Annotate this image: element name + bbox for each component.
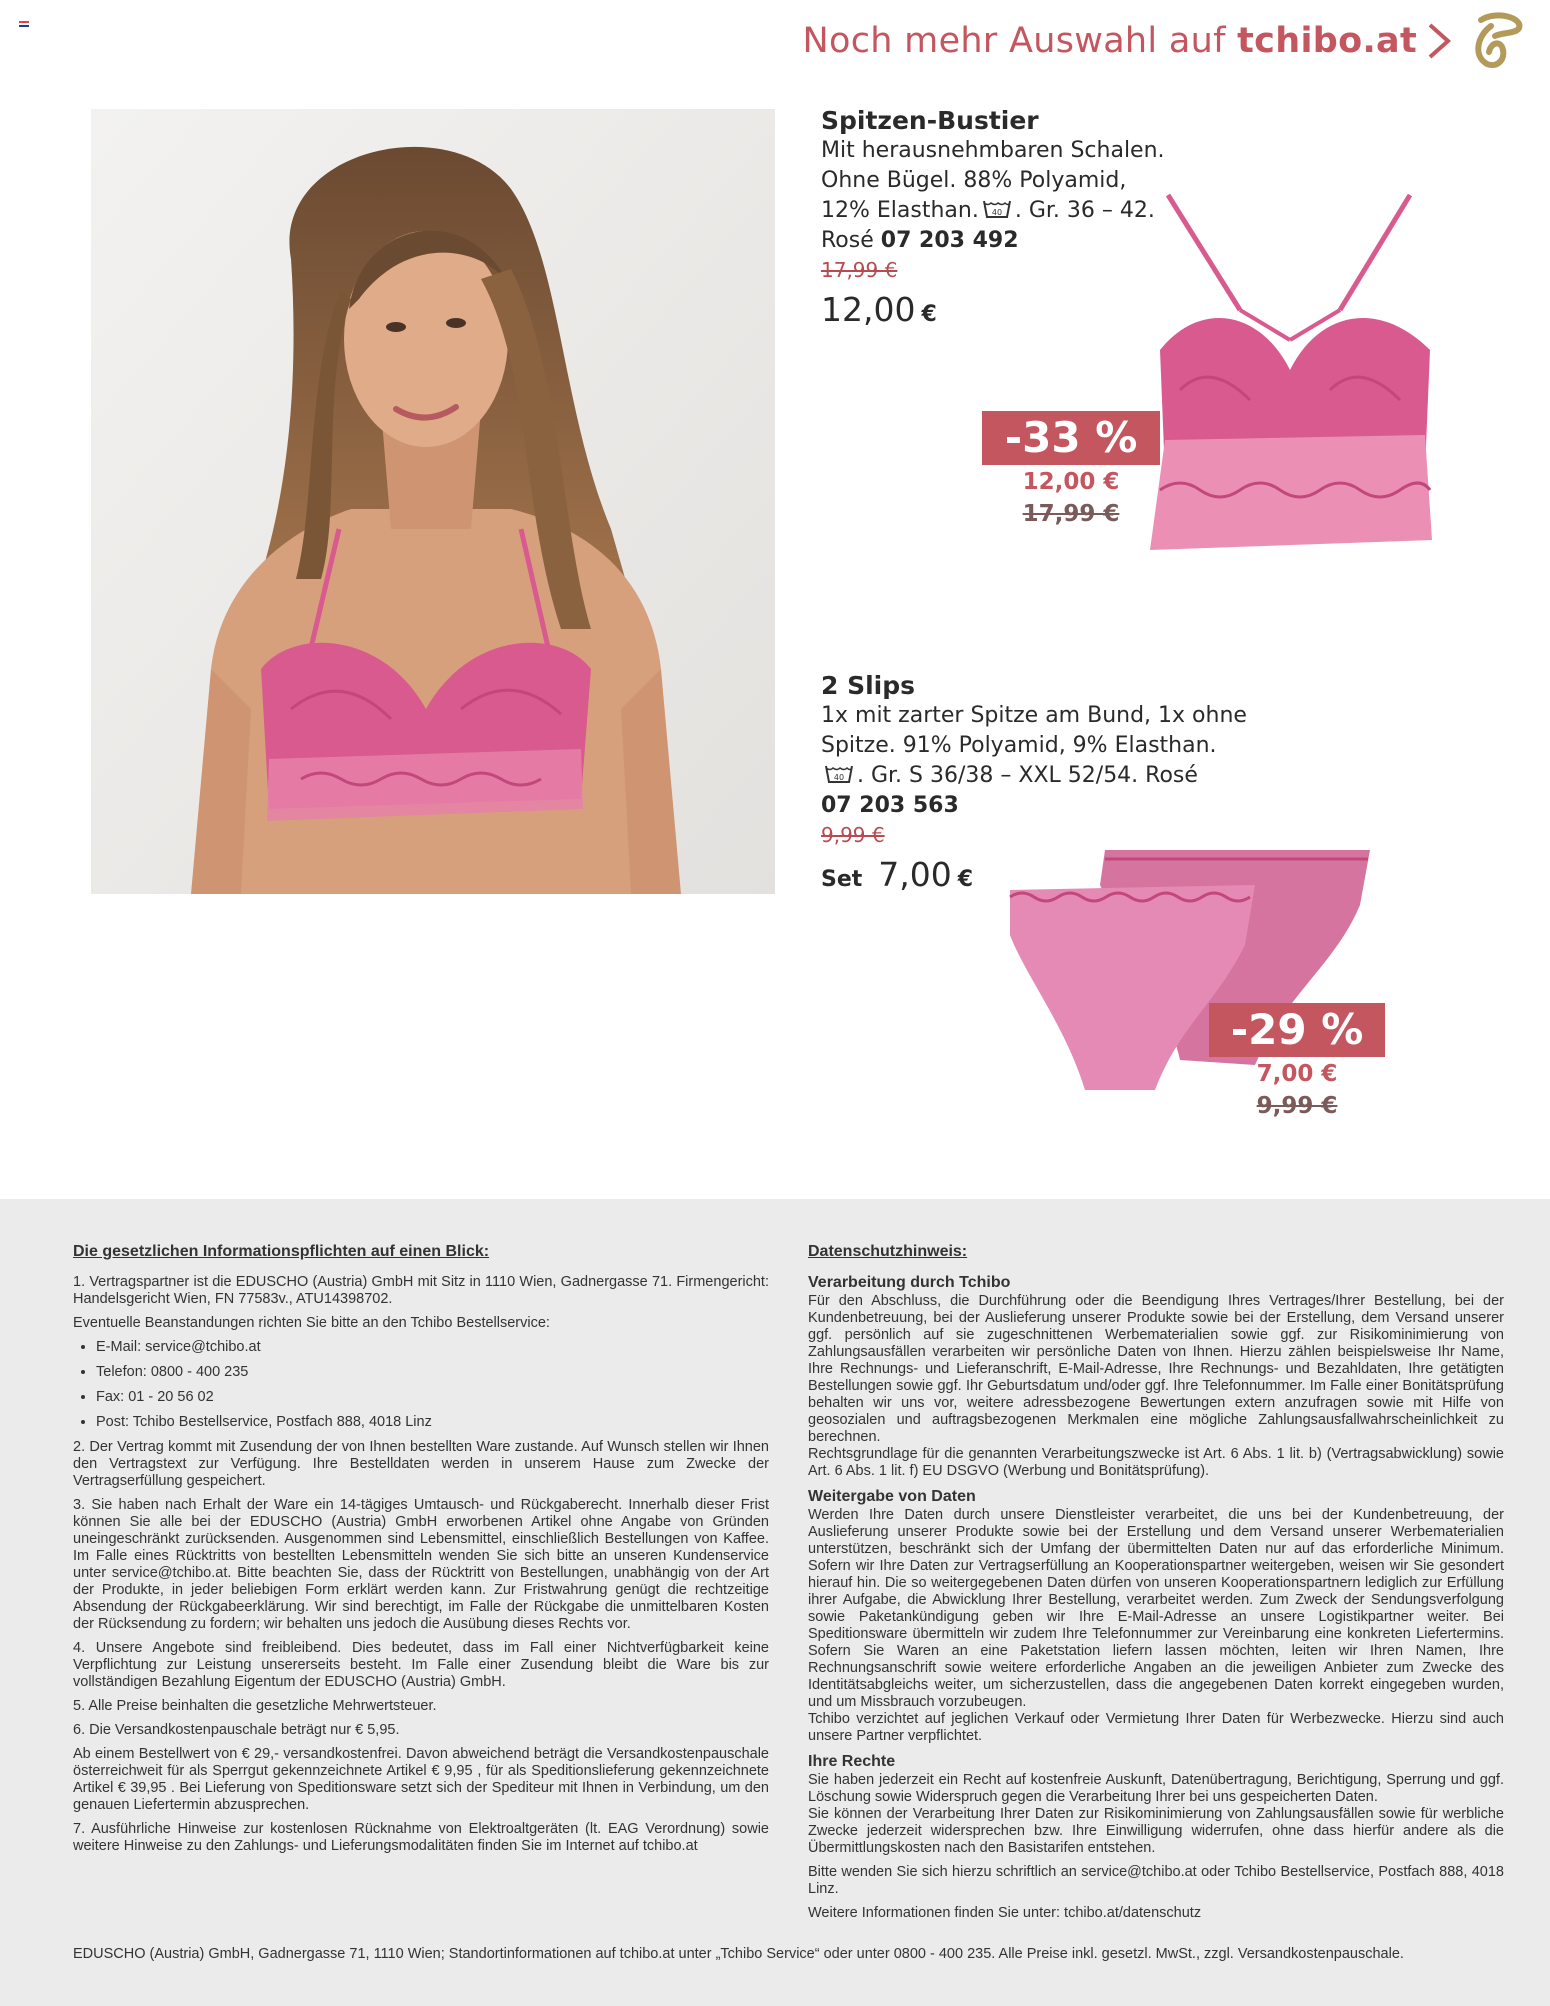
set-label: Set [821,867,863,892]
discount-badge [982,411,1160,529]
promo-text-prefix: Noch mehr Auswahl auf [802,21,1238,61]
legal-paragraph: 5. Alle Preise beinhalten die gesetzliche Mehrwertsteuer. [73,1698,437,1714]
legal-heading: Die gesetzlichen Informationspflichten auf einen Blick: [73,1243,490,1260]
price-value: 12,00 [821,290,916,329]
legal-paragraph: 2. Der Vertrag kommt mit Zusendung der von Ihnen bestellten Ware zustande. Auf Wunsch stellen wir Ihnen den Vertragstext zur Verfügung. Ihre Bestelldaten werden in unserem Hause zum Zwecke der Vertragserfüllung gespeichert. [73,1439,769,1489]
product-title: Spitzen-Bustier [821,106,1039,135]
badge-price: 12,00 € [1022,469,1120,495]
contact-post: • Post: Tchibo Bestellservice, Postfach 888, 4018 Linz [96,1414,769,1431]
chevron-right-icon[interactable] [1425,21,1453,61]
legal-paragraph: 7. Ausführliche Hinweise zur kostenlosen Rücknahme von Elektroaltgeräten (lt. EAG Verordnung) sowie weitere Hinweise zu den Zahlungs- und Lieferungsmodalitäten finden Sie im Internet auf tchibo.at [73,1821,769,1854]
legal-paragraph: 6. Die Versandkostenpauschale beträgt nur € 5,95. [73,1722,400,1738]
tchibo-bean-logo [1467,12,1525,70]
wash-40-icon [824,763,854,785]
legal-paragraph: 1. Vertragspartner ist die EDUSCHO (Austria) GmbH mit Sitz in 1110 Wien, Gadnergasse 71. Firmengericht: Handelsgericht Wien, FN 77583v., ATU14398702. [73,1274,769,1307]
badge-old-price: 17,99 € [1022,501,1120,527]
price-value: 7,00 [878,855,952,894]
privacy-paragraph: Für den Abschluss, die Durchführung oder die Beendigung Ihres Vertrages/Ihrer Bestellung, bei der Kundenbetreuung, bei der Auslieferung unserer Produkte sowie bei der Erstellung, dem Versand unserer ggf. persönlich auf sie zugeschnittenen Werbematerialien sowie ggf. zur Risikominimierung von Zahlungsausfällen verarbeiten wir persönliche Daten von Ihnen. Hierzu zählen beispielsweise Ihr Name, Ihre Rechnungs- und Lieferanschrift, E-Mail-Adresse, Ihre Rechnungs- und Bezahldaten, Ihre getätigten Bestellungen sowie ggf. Ihr Geburtsdatum und/oder ggf. Ihre Telefonnummer. Im Falle einer Bonitätsprüfung behalten wir uns vor, weitere adressbezogene Bewertungen extern anzufragen sowie mit Hilfe von geosozialen und auftragsbezogenen Merkmalen eine mögliche Zahlungsausfallwahrscheinlichkeit zu berechnen. [808,1293,1504,1445]
promo-text[interactable] [803,21,1417,61]
price-currency: € [921,302,937,327]
privacy-paragraph: Sie haben jederzeit ein Recht auf kostenfreie Auskunft, Datenübertragung, Berichtigung, Sperrung und ggf. Löschung sowie Widerspruch gegen die Verarbeitung Ihrer bei uns gespeicherten Daten. [808,1772,1504,1805]
discount-badge [1209,1003,1385,1121]
svg-text:40: 40 [833,773,845,782]
product-desc-line: 1x mit zarter Spitze am Bund, 1x ohne [821,703,1247,728]
product-desc-line [821,761,1261,791]
privacy-column [808,1243,1504,1929]
legal-paragraph: 3. Sie haben nach Erhalt der Ware ein 14-tägiges Umtausch- und Rückgaberecht. Innerhalb dieser Frist können Sie alle bei der EDUSCHO (Austria) GmbH erworbenen Artikel ohne Angabe von Gründen uneingeschränkt zurücksenden. Ausgenommen sind Lebensmittel, einschließlich Bestellungen von Kaffee. Im Falle eines Rücktritts von bestellten Lebensmitteln wenden Sie sich bitte an unseren Kundenservice unter service@tchibo.at. Bitte beachten Sie, dass der Rücktritt von Bestellungen, unabhängig von der Art der Produkte, in jeder beliebigen Form erklärt werden kann. Zur Fristwahrung genügt die rechtzeitige Absendung der Rückgabeerklärung. Wir sind berechtigt, im Falle der Rückgabe die unmittelbaren Kosten der Rücksendung zu fordern; wir behalten uns jedoch die Ausübung dieses Rechts vor. [73,1497,769,1632]
legal-info-column [73,1243,769,1862]
privacy-subheading: Verarbeitung durch Tchibo [808,1274,1011,1291]
privacy-paragraph: Tchibo verzichtet auf jeglichen Verkauf oder Vermietung Ihrer Daten für Werbezwecke. Hierzu sind auch unsere Partner verpflichtet. [808,1711,1504,1744]
privacy-heading: Datenschutzhinweis: [808,1243,968,1260]
contact-list [73,1339,769,1431]
product-desc-line: Spitze. 91% Polyamid, 9% Elasthan. [821,733,1217,758]
article-number: 07 203 492 [880,228,1019,253]
wash-40-icon [982,198,1012,220]
article-number: 07 203 563 [821,793,959,818]
promo-header[interactable] [803,10,1525,72]
product-desc-line: Ohne Bügel. 88% Polyamid, [821,168,1127,193]
product-desc-part: . Gr. 36 – 42. [1014,198,1155,223]
product-desc-line: Mit herausnehmbaren Schalen. [821,138,1165,163]
old-price: 17,99 € [821,258,898,282]
price-currency: € [957,867,974,892]
old-price: 9,99 € [821,823,885,847]
promo-domain: tchibo.at [1237,21,1417,61]
badge-price: 7,00 € [1256,1061,1338,1087]
privacy-link-text: Weitere Informationen finden Sie unter: tchibo.at/datenschutz [808,1905,1202,1921]
discount-percent: -33 % [982,411,1160,465]
product-title: 2 Slips [821,671,916,700]
privacy-paragraph: Sie können der Verarbeitung Ihrer Daten zur Risikominimierung von Zahlungsausfällen sowie für werbliche Zwecke jederzeit widersprechen bzw. Ihre Einwilligung widerrufen, ohne dass hierfür andere als die Übermittlungskosten nach den Basistarifen entstehen. [808,1806,1504,1856]
product-desc-part: . Gr. S 36/38 – XXL 52/54. Rosé [857,763,1198,788]
product-desc-part: 12% Elasthan. [821,198,979,223]
privacy-subheading: Weitergabe von Daten [808,1488,976,1505]
product-color: Rosé [821,228,874,253]
legal-paragraph: Eventuelle Beanstandungen richten Sie bitte an den Tchibo Bestellservice: [73,1315,550,1331]
bustier-product-image [1140,190,1440,560]
privacy-paragraph: Rechtsgrundlage für die genannten Verarbeitungszwecke ist Art. 6 Abs. 1 lit. b) (Vertragsabwicklung) sowie Art. 6 Abs. 1 lit. f) EU DSGVO (Werbung und Bonitätsprüfung). [808,1446,1504,1479]
language-flag-icon [19,21,29,27]
privacy-subheading: Ihre Rechte [808,1753,896,1770]
contact-email[interactable]: • E-Mail: service@tchibo.at [96,1339,769,1356]
model-photo [91,109,775,894]
svg-text:40: 40 [991,208,1002,217]
contact-fax: • Fax: 01 - 20 56 02 [96,1389,769,1406]
footer-text: EDUSCHO (Austria) GmbH, Gadnergasse 71, 1110 Wien; Standortinformationen auf tchibo.at unter „Tchibo Service“ oder unter 0800 - 400 235. Alle Preise inkl. gesetzl. MwSt., zzgl. Versandkostenpauschale. [73,1946,1404,1962]
badge-old-price: 9,99 € [1256,1093,1338,1119]
privacy-paragraph: Werden Ihre Daten durch unsere Dienstleister verarbeitet, die uns bei der Kundenbetreuung, der Auslieferung unserer Produkte sowie bei der Erstellung und dem Versand unserer Werbematerialien unterstützen, beschränkt sich der Umfang der übermittelten Daten nur auf das erforderliche Minimum. Sofern wir Ihre Daten zur Vertragserfüllung an Kooperationspartner weitergeben, weisen wir Sie gesondert hierauf hin. Die so weitergegebenen Daten dürfen von unseren Kooperationspartnern lediglich zur Erfüllung ihrer Aufgabe, die Abwicklung Ihrer Bestellung, verarbeitet werden. Zum Zweck der Sendungsverfolgung sowie Paketankündigung geben wir Ihre E-Mail-Adresse an unsere Logistikpartner weiter. Bei Speditionsware übermitteln wir zudem Ihre Telefonnummer zur Vereinbarung eine konkreten Liefertermins. Sofern Sie Waren an eine Paketstation liefern lassen möchten, leiten wir Ihren Namen, Ihre Rechnungsanschrift sowie weitere erforderliche Angaben an die jeweiligen Anbieter zum Zwecke des Identitätsabgleichs weiter, um sicherzustellen, dass die angegebenen Daten korrekt eingegeben wurden, und um Missbrauch vorzubeugen. [808,1507,1504,1710]
privacy-contact: Bitte wenden Sie sich hierzu schriftlich an service@tchibo.at oder Tchibo Bestellservice, Postfach 888, 4018 Linz. [808,1864,1504,1897]
contact-phone: • Telefon: 0800 - 400 235 [96,1364,769,1381]
legal-paragraph: 4. Unsere Angebote sind freibleibend. Dies bedeutet, dass im Fall einer Nichtverfügbarkeit keine Verpflichtung zur Leistung unsererseits besteht. Im Falle einer Zusendung bleibt die Ware bis zur vollständigen Bezahlung Eigentum der EDUSCHO (Austria) GmbH. [73,1640,769,1690]
discount-percent: -29 % [1209,1003,1385,1057]
legal-paragraph: Ab einem Bestellwert von € 29,- versandkostenfrei. Davon abweichend beträgt die Versandkostenpauschale österreichweit für als Sperrgut gekennzeichnete Artikel € 9,95 , für als Speditionslieferung gekennzeichnete Artikel € 39,95 . Bei Lieferung von Speditionsware setzt sich der Spediteur mit Ihnen in Verbindung, um den genauen Liefertermin abzusprechen. [73,1746,769,1813]
